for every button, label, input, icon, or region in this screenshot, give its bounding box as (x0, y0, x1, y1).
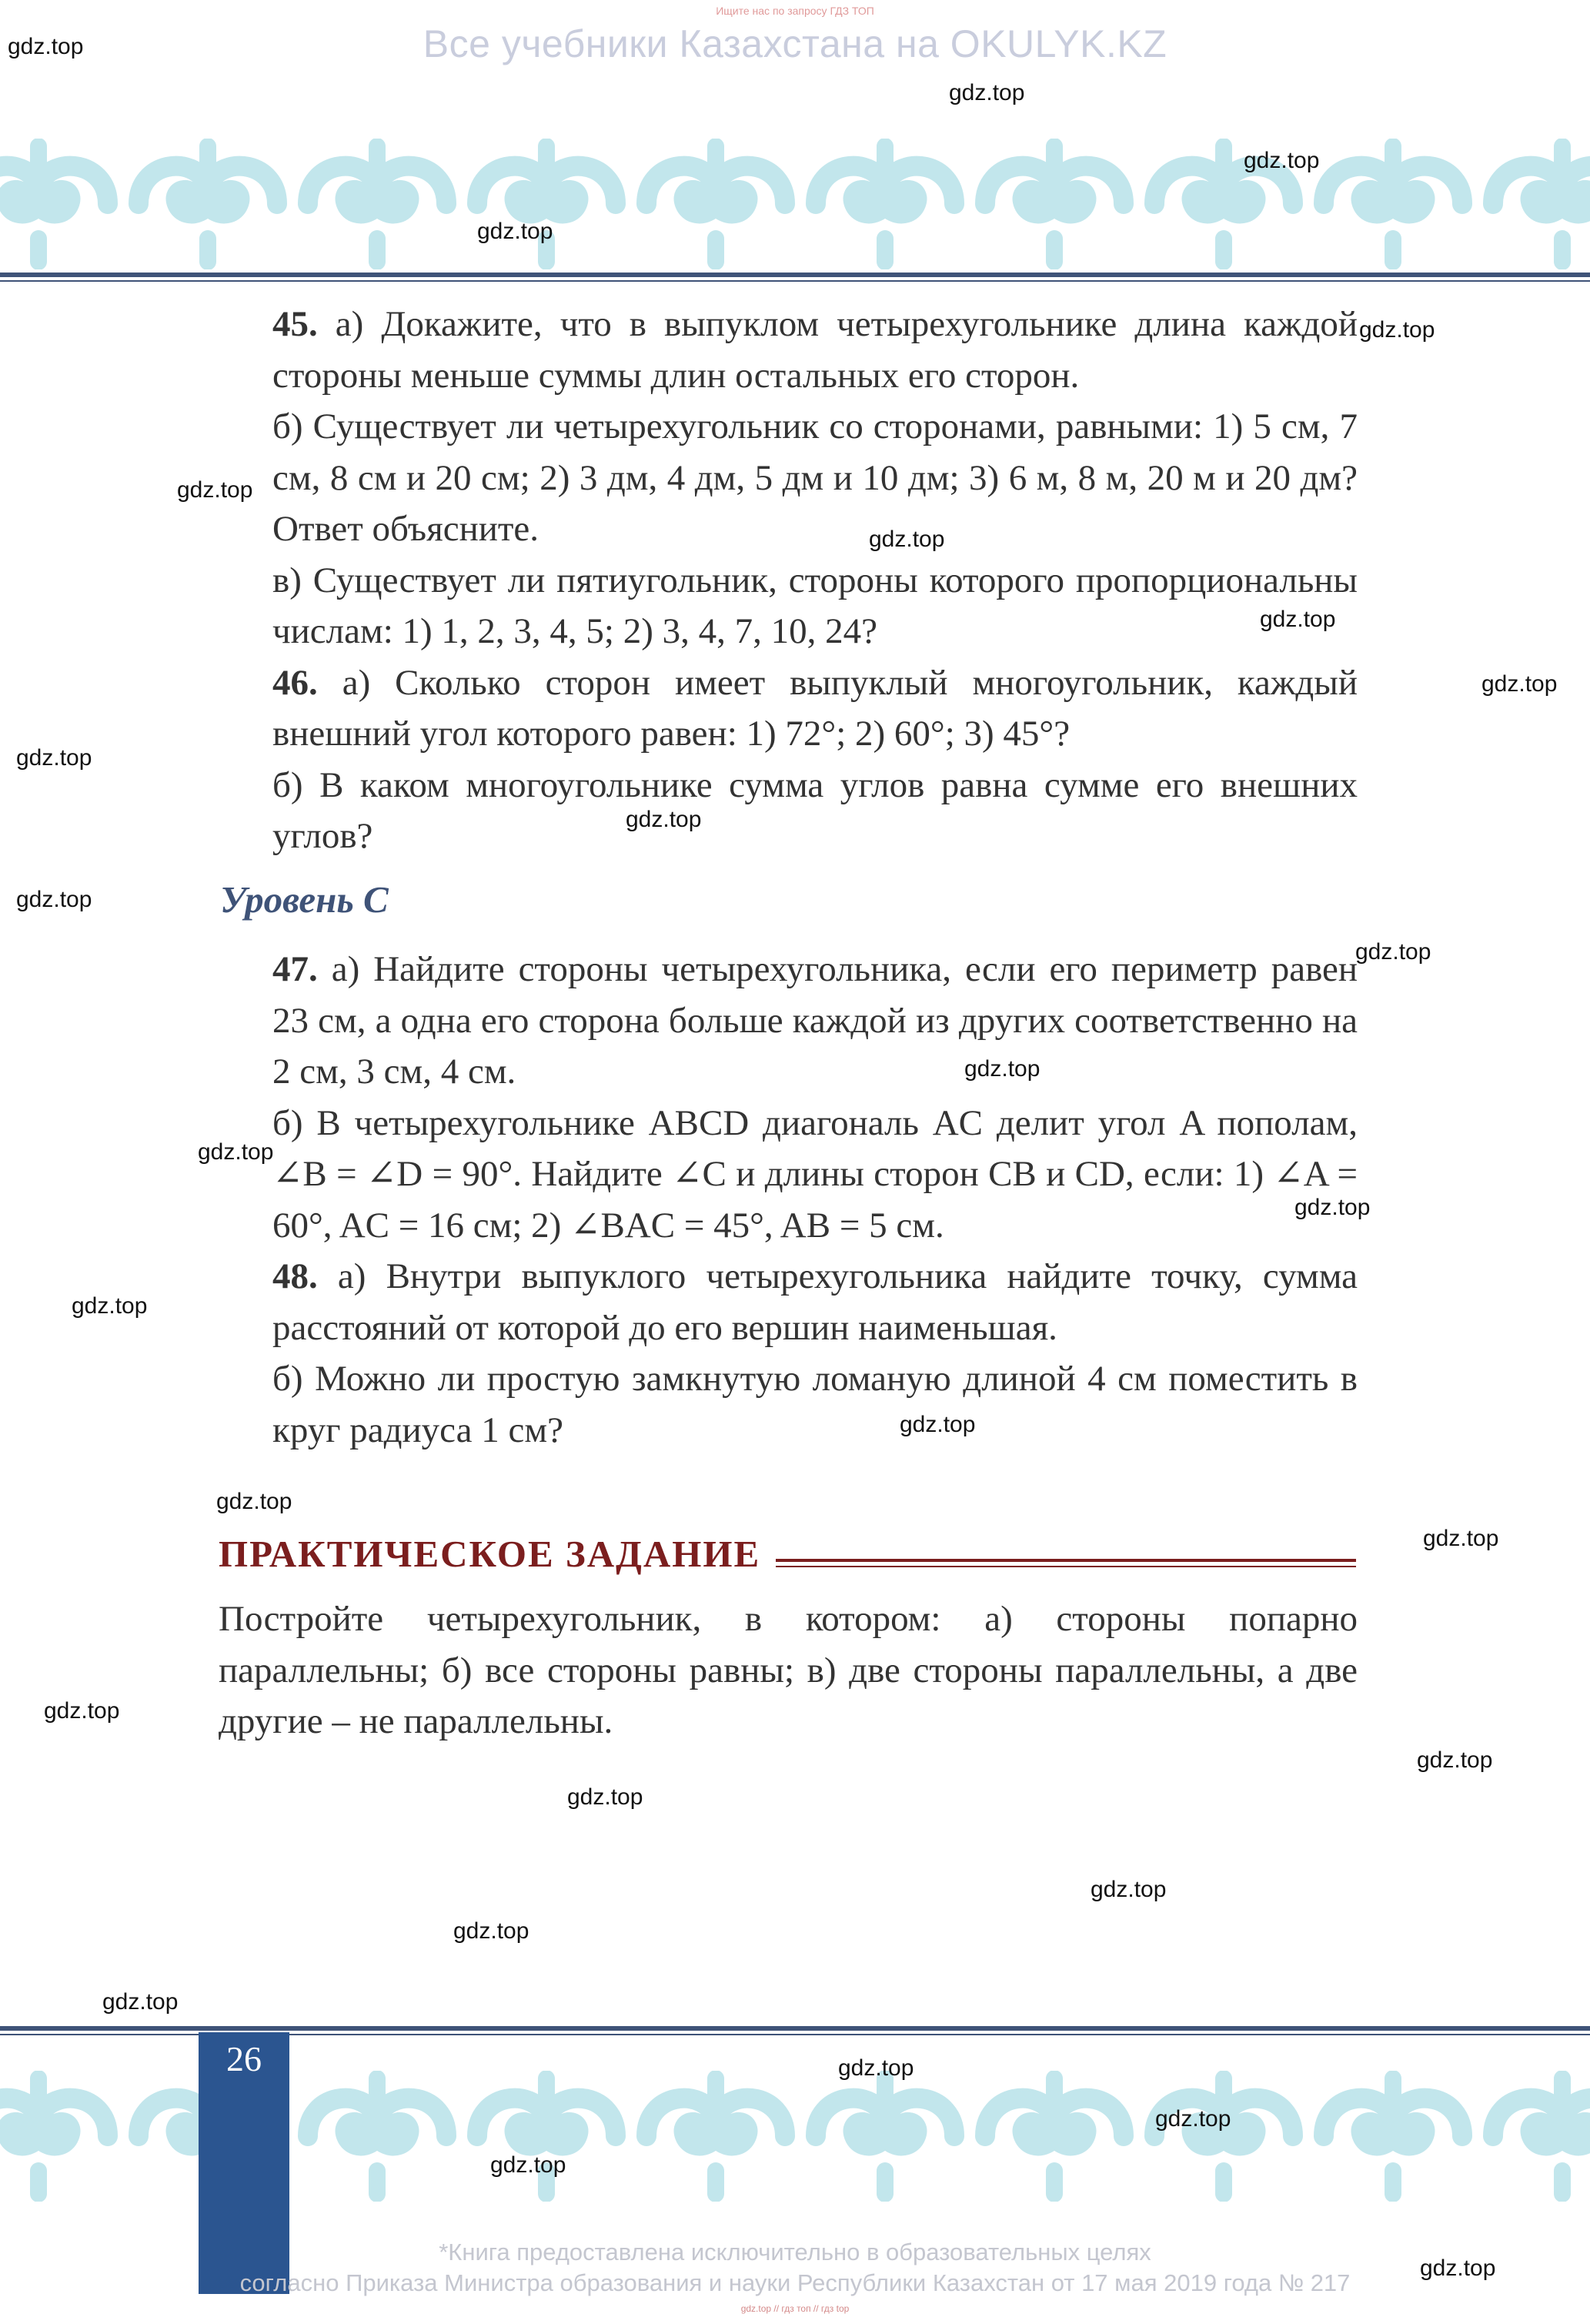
problem-47-a (272, 944, 1358, 1098)
watermark: gdz.top (477, 219, 553, 244)
footer-links: gdz.top // гдз топ // гдз top (740, 2303, 850, 2314)
footer-rule-thick (0, 2026, 1590, 2031)
header-rule-thin (0, 280, 1590, 282)
watermark: gdz.top (869, 527, 945, 552)
page-number: 26 (226, 2039, 262, 2078)
watermark: gdz.top (900, 1412, 976, 1437)
watermark: gdz.top (1423, 1526, 1499, 1551)
watermark: gdz.top (626, 807, 702, 832)
watermark: gdz.top (72, 1293, 148, 1319)
level-heading: Уровень С (220, 878, 389, 921)
problem-text: а) Внутри выпуклого четырехугольника найдите точку, сумма расстояний от которой до его вершин наименьшая. (272, 1256, 1358, 1348)
problem-text: а) Найдите стороны четырехугольника, если его периметр равен 23 см, а одна его сторона больше каждой из других соответственно на 2 см, 3 см, 4 см. (272, 949, 1358, 1092)
problem-number: 48. (272, 1256, 318, 1296)
site-hint: Ищите нас по запросу ГДЗ ТОП (716, 5, 874, 17)
watermark: gdz.top (16, 887, 92, 912)
watermark: gdz.top (453, 1918, 529, 1944)
watermark: gdz.top (949, 80, 1025, 105)
site-title: Все учебники Казахстана на OKULYK.KZ (423, 22, 1167, 65)
practical-text: Постройте четырехугольник, в котором: а) стороны попарно параллельны; б) все стороны равны; в) две стороны параллельны, а две другие – не параллельны. (219, 1599, 1358, 1741)
watermark: gdz.top (1091, 1877, 1167, 1902)
watermark: gdz.top (16, 745, 92, 771)
watermark: gdz.top (838, 2055, 914, 2081)
watermark: gdz.top (567, 1784, 643, 1810)
watermark: gdz.top (198, 1139, 274, 1165)
practical-heading: ПРАКТИЧЕСКОЕ ЗАДАНИЕ (219, 1533, 761, 1575)
problems-47-48 (272, 944, 1358, 1456)
watermark: gdz.top (1260, 607, 1336, 632)
footer-order: согласно Приказа Министра образования и науки Республики Казахстан от 17 мая 2019 года № 217 (239, 2269, 1351, 2296)
watermark: gdz.top (8, 34, 84, 59)
problem-text: а) Сколько сторон имеет выпуклый многоугольник, каждый внешний угол которого равен: 1) 72°; 2) 60°; 3) 45°? (272, 662, 1358, 754)
problem-48-a (272, 1251, 1358, 1353)
problem-number: 45. (272, 304, 318, 344)
watermark: gdz.top (1155, 2106, 1231, 2132)
problem-46-b: б) В каком многоугольнике сумма углов равна сумме его внешних углов? (272, 764, 1358, 856)
practical-heading-rule (776, 1559, 1356, 1562)
watermark: gdz.top (102, 1989, 179, 2015)
problem-48-b: б) Можно ли простую замкнутую ломаную длиной 4 см поместить в круг радиуса 1 см? (272, 1359, 1358, 1450)
watermark: gdz.top (216, 1489, 292, 1514)
problem-45-c: в) Существует ли пятиугольник, стороны которого пропорциональны числам: 1) 1, 2, 3, 4, 5; 2) 3, 4, 7, 10, 24? (272, 560, 1358, 651)
watermark: gdz.top (44, 1698, 120, 1724)
watermark: gdz.top (1244, 148, 1320, 173)
watermark: gdz.top (1294, 1195, 1371, 1220)
watermark: gdz.top (964, 1056, 1041, 1082)
watermark: gdz.top (1420, 2255, 1496, 2281)
header-rule-thick (0, 273, 1590, 277)
problem-46-a (272, 657, 1358, 760)
problem-47-b: б) В четырехугольнике ABCD диагональ AC делит угол A пополам, ∠B = ∠D = 90°. Найдите ∠C и длины сторон CB и CD, если: 1) ∠A = 60°, AC = 16 см; 2) ∠BAC = 45°, AB = 5 см. (272, 1102, 1358, 1246)
problem-text: а) Докажите, что в выпуклом четырехугольнике длина каждой стороны меньше суммы длин остальных его сторон. (272, 304, 1358, 396)
problem-45-a (272, 299, 1358, 401)
watermark: gdz.top (1355, 939, 1431, 965)
problems-45-46 (272, 299, 1358, 862)
top-ornament-band (0, 139, 1590, 269)
watermark: gdz.top (490, 2152, 566, 2178)
problem-number: 46. (272, 662, 318, 703)
practical-heading-rule-thin (776, 1566, 1356, 1567)
watermark: gdz.top (1359, 317, 1435, 343)
practical-text-block (219, 1593, 1358, 1747)
footer-note: *Книга предоставлена исключительно в образовательных целях (439, 2239, 1151, 2265)
watermark: gdz.top (1417, 1747, 1493, 1773)
problem-number: 47. (272, 949, 318, 989)
problem-45-b: б) Существует ли четырехугольник со сторонами, равными: 1) 5 см, 7 см, 8 см и 20 см; 2) 3 дм, 4 дм, 5 дм и 10 дм; 3) 6 м, 8 м, 20 м и 20 дм? Ответ объясните. (272, 406, 1358, 549)
watermark: gdz.top (1481, 671, 1558, 697)
watermark: gdz.top (177, 477, 253, 503)
